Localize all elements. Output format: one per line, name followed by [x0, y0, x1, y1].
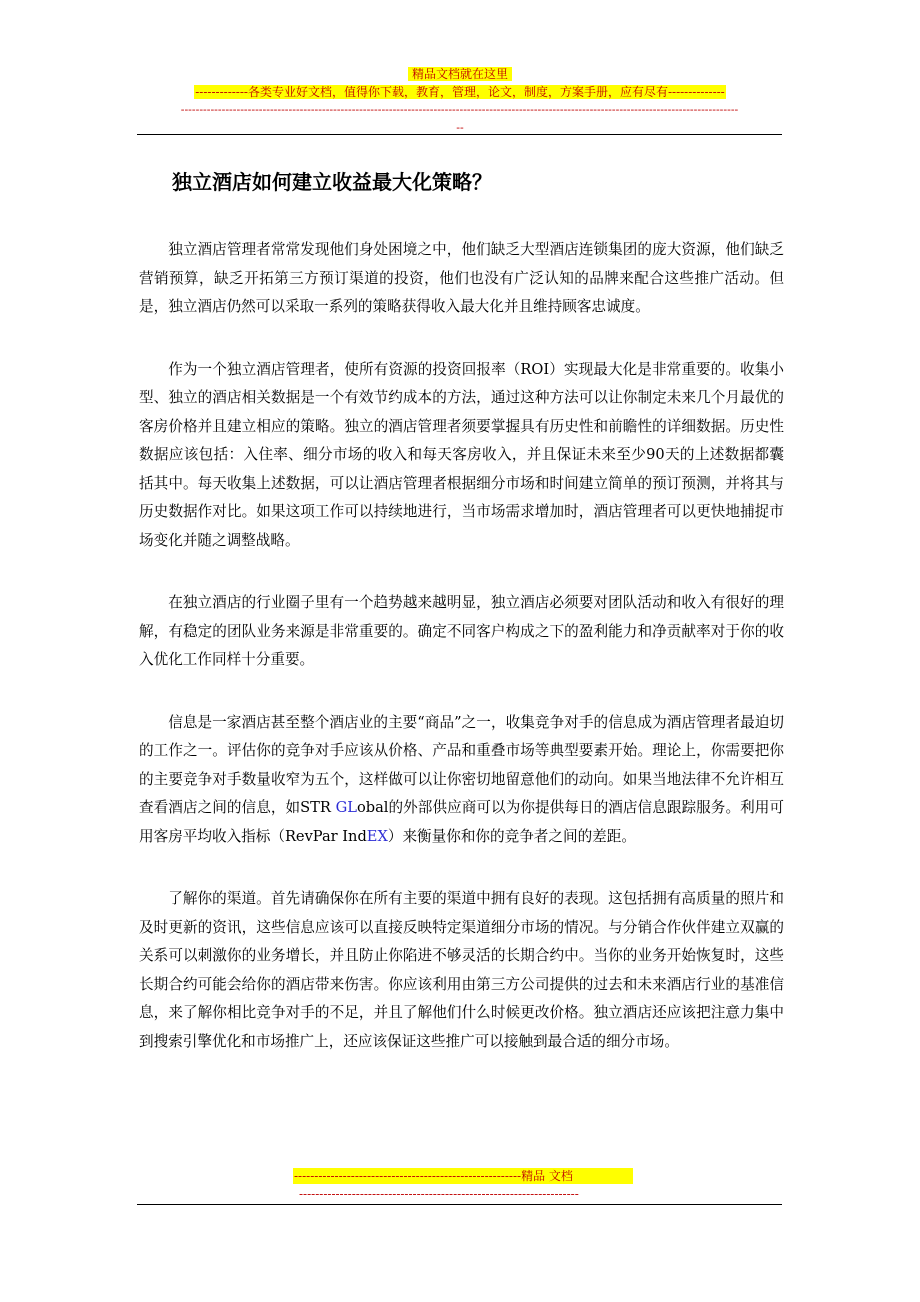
paragraph-1: 独立酒店管理者常常发现他们身处困境之中，他们缺乏大型酒店连锁集团的庞大资源，他们缺乏营销预算，缺乏开拓第三方预订渠道的投资，他们也没有广泛认知的品牌来配合这些推广活动。但是，独立酒店仍然可以采取一系列的策略获得收入最大化并且维持顾客忠诚度。 — [139, 241, 784, 315]
paragraph-4-part3: ）来衡量你和你的竞争者之间的差距。 — [387, 827, 636, 845]
page-footer — [293, 1168, 633, 1202]
footer-divider — [137, 1204, 782, 1205]
paragraph-2: 作为一个独立酒店管理者，使所有资源的投资回报率（ROI）实现最大化是非常重要的。收集小型、独立的酒店相关数据是一个有效节约成本的方法，通过这种方法可以让你制定未来几个月最优的客房价格并且建立相应的策略。独立的酒店管理者须要掌握具有历史性和前瞻性的详细数据。历史性数据应该包括：入住率、细分市场的收入和每天客房收入，并且保证未来至少90天的上述数据都囊括其中。每天收集上述数据，可以让酒店管理者根据细分市场和时间建立简单的预订预测，并将其与历史数据作对比。如果这项工作可以持续地进行，当市场需求增加时，酒店管理者可以更快地捕捉市场变化并随之调整战略。 — [139, 360, 784, 549]
document-title: 独立酒店如何建立收益最大化策略？ — [172, 170, 492, 194]
header-divider — [137, 134, 782, 135]
header-top-label: 精品文档就在这里 — [408, 67, 512, 81]
document-body — [139, 236, 784, 1090]
header-top-label-wrap — [0, 66, 920, 82]
header-tagline-wrap — [0, 84, 920, 100]
paragraph-5: 了解你的渠道。首先请确保你在所有主要的渠道中拥有良好的表现。这包括拥有高质量的照片和及时更新的资讯，这些信息应该可以直接反映特定渠道细分市场的情况。与分销合作伙伴建立双赢的关系可以刺激你的业务增长，并且防止你陷进不够灵活的长期合约中。当你的业务开始恢复时，这些长期合约可能会给你的酒店带来伤害。你应该利用由第三方公司提供的过去和未来酒店行业的基准信息，来了解你相比竞争对手的不足，并且了解他们什么时候更改价格。独立酒店还应该把注意力集中到搜索引擎优化和市场推广上，还应该保证这些推广可以接触到最合适的细分市场。 — [139, 890, 784, 1050]
footer-line-1: --------------------------------------------------------精品 文档 — [293, 1168, 633, 1184]
header-dash-tail: -- — [456, 121, 464, 134]
page-header — [0, 66, 920, 136]
paragraph-4-blue-text-1: GL — [335, 799, 357, 816]
paragraph-3: 在独立酒店的行业圈子里有一个趋势越来越明显，独立酒店必须要对团队活动和收入有很好的理解，有稳定的团队业务来源是非常重要的。确定不同客户构成之下的盈利能力和净贡献率对于你的收入优化工作同样十分重要。 — [139, 594, 784, 668]
paragraph-4-part1: 信息是一家酒店甚至整个酒店业的主要“商品”之一，收集竞争对手的信息成为酒店管理者最迫切的工作之一。评估你的竞争对手应该从价格、产品和重叠市场等典型要素开始。理论上，你需要把你的主要竞争对手数量收窄为五个，这样做可以让你密切地留意他们的动向。如果当地法律不允许相互查看酒店之间的信息，如STR — [139, 713, 784, 816]
header-tagline: -------------各类专业好文档，值得你下载，教育，管理，论文，制度，方案手册，应有尽有-------------- — [195, 85, 725, 99]
header-dash-line: ------------------------------------------------------------------------------------------------------------------------------------------------------ — [180, 103, 739, 116]
paragraph-4 — [139, 709, 784, 852]
footer-line-2: --------------------------------------------------------------------- — [299, 1187, 579, 1201]
paragraph-4-blue-text-2: EX — [366, 827, 388, 845]
paragraph-4-part2: obal的外部供应商可以为你提供每日的酒店信息跟踪服务。利用可用客房平均收入指标（RevPar Ind — [139, 799, 784, 845]
